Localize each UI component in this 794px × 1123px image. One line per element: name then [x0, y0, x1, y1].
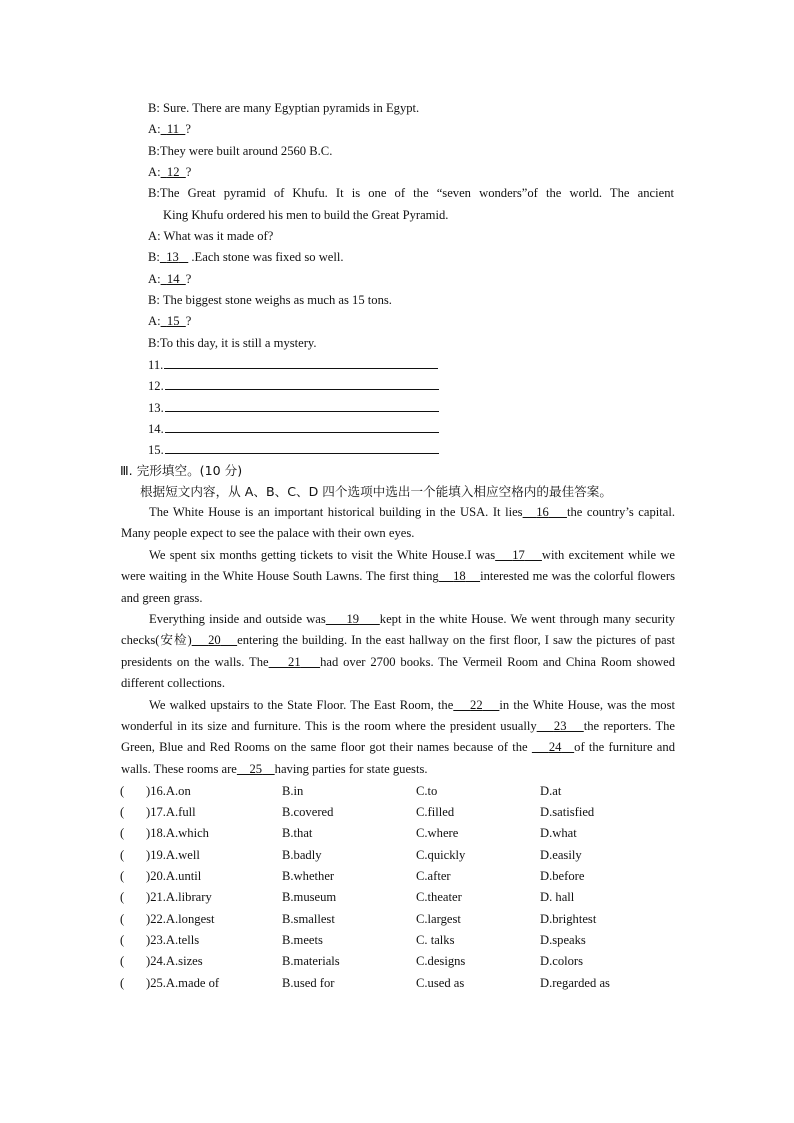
answer-line-13[interactable]: 13.: [148, 399, 439, 416]
dialogue-line: A: 15 ?: [148, 314, 192, 328]
blank-12: 12: [166, 165, 180, 179]
dialogue-line: A: 12 ?: [148, 165, 192, 179]
option-b[interactable]: B.in: [282, 784, 304, 798]
blank-19: 19: [346, 612, 360, 627]
blank-15: 15: [166, 314, 180, 328]
question-number: )21.A.library: [146, 890, 212, 904]
question-number: )20.A.until: [146, 869, 202, 883]
dialogue-line: B:To this day, it is still a mystery.: [148, 336, 317, 350]
option-c[interactable]: C. talks: [416, 933, 455, 947]
dialogue-line: B:They were built around 2560 B.C.: [148, 144, 333, 158]
dialogue-line-continued: King Khufu ordered his men to build the Great Pyramid.: [163, 208, 449, 222]
answer-line-14[interactable]: 14.: [148, 420, 439, 437]
blank-16: 16: [536, 505, 549, 519]
answer-paren[interactable]: (: [120, 826, 125, 840]
answer-line-15[interactable]: 15.: [148, 441, 439, 458]
option-c[interactable]: C.quickly: [416, 848, 466, 862]
option-d[interactable]: D.brightest: [540, 912, 597, 926]
dialogue-line: B: Sure. There are many Egyptian pyramids in Egypt.: [148, 101, 420, 115]
option-d[interactable]: D.speaks: [540, 933, 586, 947]
blank-11: 11: [166, 122, 180, 136]
option-b[interactable]: B.meets: [282, 933, 323, 947]
option-b[interactable]: B.whether: [282, 869, 335, 883]
answer-paren[interactable]: (: [120, 933, 125, 947]
answer-paren[interactable]: (: [120, 784, 125, 798]
option-c[interactable]: C.after: [416, 869, 451, 883]
blank-24: 24: [548, 740, 562, 755]
answer-line-11[interactable]: 11.: [148, 356, 438, 373]
option-d[interactable]: D. hall: [540, 890, 575, 904]
option-b[interactable]: B.smallest: [282, 912, 335, 926]
question-number: )25.A.made of: [146, 976, 220, 990]
dialogue-line: B: The biggest stone weighs as much as 15 tons.: [148, 293, 392, 307]
passage-paragraph: The White House is an important historical building in the USA. It lies 16 the country’s capital. Many people expect to see the palace with their own eyes.: [121, 505, 675, 541]
option-d[interactable]: D.easily: [540, 848, 582, 862]
dialogue-line: A: 11 ?: [148, 122, 191, 136]
passage-paragraph: We spent six months getting tickets to visit the White House.I was 17 with excitement while we were waiting in the White House South Lawns. The first thing 18 interested me was the colorful flowers and green grass.: [121, 547, 676, 605]
option-c[interactable]: C.used as: [416, 976, 465, 990]
question-number: )16.A.on: [146, 784, 191, 798]
dialogue-line: A: What was it made of?: [148, 229, 274, 243]
blank-18: 18: [453, 569, 466, 584]
option-d[interactable]: D.before: [540, 869, 585, 883]
dialogue-line: A: 14 ?: [148, 272, 192, 286]
blank-14: 14: [166, 272, 180, 286]
blank-25: 25: [249, 761, 263, 776]
passage-paragraph: We walked upstairs to the State Floor. The East Room, the 22 in the White House, was the most wonderful in its size and furniture. This is the room where the president usually 23 the reporters. The Green, Blue and Red Rooms on the same floor got their names because of the 24 of the furniture and walls. These rooms are 25 having parties for state guests.: [121, 697, 676, 776]
answer-paren[interactable]: (: [120, 976, 125, 990]
blank-20: 20: [208, 633, 221, 648]
option-b[interactable]: B.covered: [282, 805, 334, 819]
option-c[interactable]: C.to: [416, 784, 438, 798]
option-c[interactable]: C.theater: [416, 890, 462, 904]
dialogue-line: B: 13 .Each stone was fixed so well.: [148, 250, 344, 264]
blank-17: 17: [512, 547, 525, 562]
option-d[interactable]: D.at: [540, 784, 562, 798]
question-number: )19.A.well: [146, 848, 200, 862]
section-heading: Ⅲ. 完形填空。(10 分): [120, 463, 243, 478]
option-d[interactable]: D.satisfied: [540, 805, 595, 819]
option-c[interactable]: C.designs: [416, 954, 466, 968]
answer-paren[interactable]: (: [120, 805, 125, 819]
passage-paragraph: Everything inside and outside was 19 kept in the white House. We went through many security checks(安检) 20 entering the building. In the east hallway on the first floor, I saw the pictures of past presidents on the walls. The 21 had over 2700 books. The Vermeil Room and China Room showed different collections.: [121, 612, 676, 691]
section-instruction: 根据短文内容，从 A、B、C、D 四个选项中选出一个能填入相应空格内的最佳答案。: [140, 484, 612, 499]
blank-13: 13: [166, 250, 179, 264]
option-d[interactable]: D.regarded as: [540, 976, 610, 990]
option-b[interactable]: B.that: [282, 826, 313, 840]
question-number: )23.A.tells: [146, 933, 200, 947]
answer-paren[interactable]: (: [120, 912, 125, 926]
option-b[interactable]: B.used for: [282, 976, 335, 990]
option-b[interactable]: B.materials: [282, 954, 340, 968]
answer-paren[interactable]: (: [120, 848, 125, 862]
option-b[interactable]: B.badly: [282, 848, 322, 862]
option-c[interactable]: C.where: [416, 826, 459, 840]
blank-21: 21: [288, 654, 301, 669]
dialogue-line: B:The Great pyramid of Khufu. It is one of the “seven wonders”of the world. The ancient: [148, 186, 674, 200]
answer-paren[interactable]: (: [120, 869, 125, 883]
answer-line-12[interactable]: 12.: [148, 377, 439, 394]
answer-paren[interactable]: (: [120, 954, 125, 968]
option-c[interactable]: C.filled: [416, 805, 455, 819]
cloze-passage: [121, 502, 675, 780]
option-b[interactable]: B.museum: [282, 890, 337, 904]
answer-paren[interactable]: (: [120, 890, 125, 904]
question-number: )22.A.longest: [146, 912, 215, 926]
blank-23: 23: [553, 719, 567, 734]
option-c[interactable]: C.largest: [416, 912, 461, 926]
question-number: )24.A.sizes: [146, 954, 203, 968]
option-d[interactable]: D.what: [540, 826, 577, 840]
blank-22: 22: [470, 697, 483, 712]
option-d[interactable]: D.colors: [540, 954, 584, 968]
question-number: )17.A.full: [146, 805, 196, 819]
question-number: )18.A.which: [146, 826, 209, 840]
